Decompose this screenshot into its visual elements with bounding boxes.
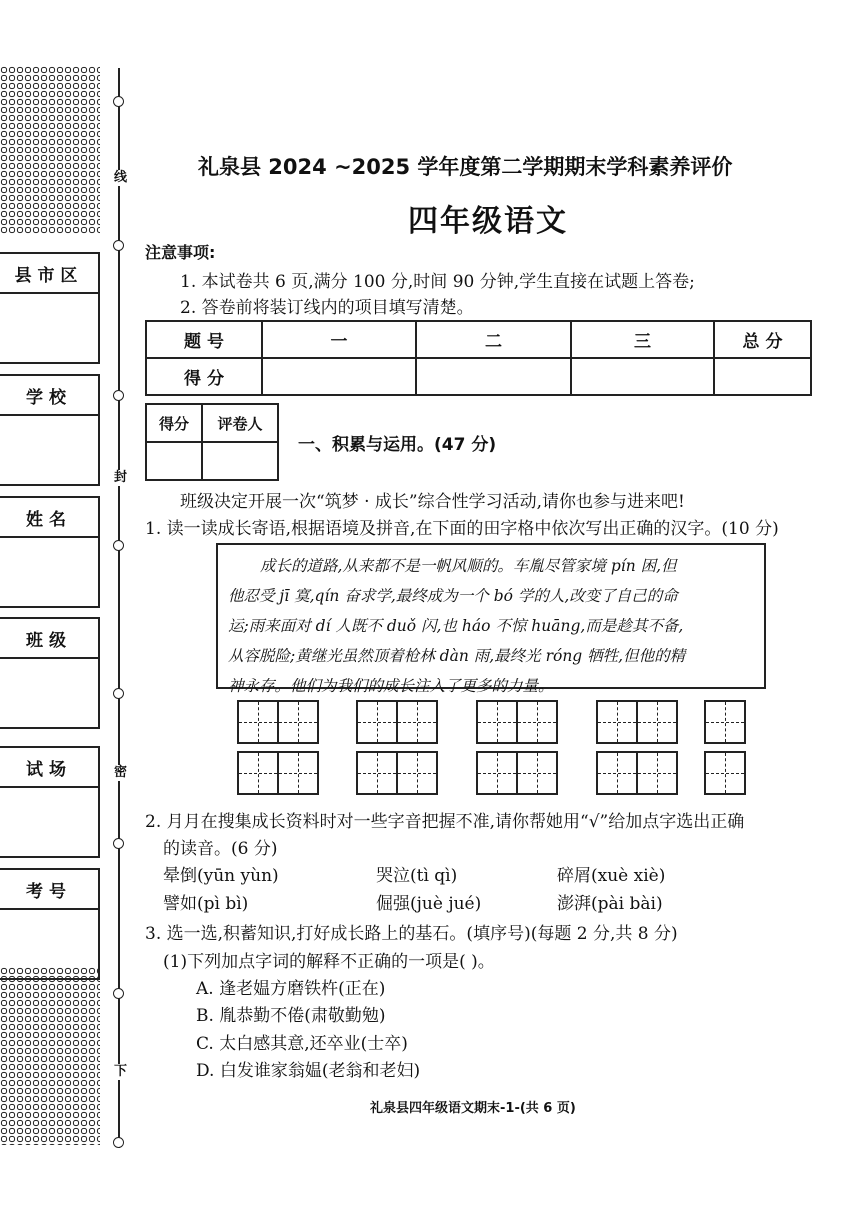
passage-line: 成长的道路,从来都不是一帆风顺的。车胤尽管家境 pín 困,但 <box>260 557 677 575</box>
q1-stem: 1. 读一读成长寄语,根据语境及拼音,在下面的田字格中依次写出正确的汉字。(10 分) <box>145 519 779 539</box>
score-cell[interactable] <box>714 358 811 395</box>
answer-grid-pair <box>476 751 558 795</box>
side-mark-feng: 封 <box>114 470 128 485</box>
answer-grid-pair <box>596 700 678 744</box>
col-section-3: 三 <box>571 321 714 358</box>
grader-cell[interactable] <box>202 442 278 480</box>
q2-item[interactable]: 哭泣(tì qì) <box>376 866 458 886</box>
field-name[interactable] <box>0 496 100 608</box>
tianzi-cell[interactable] <box>277 751 319 795</box>
notice-item: 2. 答卷前将装订线内的项目填写清楚。 <box>180 298 474 318</box>
binding-hole <box>113 988 124 999</box>
tianzi-cell[interactable] <box>516 700 558 744</box>
exam-subject: 四年级语文 <box>408 204 568 239</box>
answer-grid-pair <box>237 751 319 795</box>
tianzi-cell[interactable] <box>277 700 319 744</box>
field-class[interactable] <box>0 617 100 729</box>
passage-line: 神永存。他们为我们的成长注入了更多的力量。 <box>228 677 554 695</box>
field-label: 班 级 <box>0 619 98 659</box>
answer-grid-pair <box>237 700 319 744</box>
q3-option-b[interactable]: B. 胤恭勤不倦(肃敬勤勉) <box>196 1006 386 1026</box>
notice-item: 1. 本试卷共 6 页,满分 100 分,时间 90 分钟,学生直接在试题上答卷; <box>180 272 695 292</box>
binding-line <box>118 68 120 1148</box>
q2-item[interactable]: 晕倒(yūn yùn) <box>163 866 279 886</box>
tianzi-cell[interactable] <box>396 700 438 744</box>
score-cell[interactable] <box>262 358 416 395</box>
col-section-2: 二 <box>416 321 571 358</box>
exam-title: 礼泉县 2024 ~2025 学年度第二学期期末学科素养评价 <box>198 155 733 179</box>
binding-hole <box>113 240 124 251</box>
notice-heading: 注意事项: <box>145 243 216 262</box>
score-cell[interactable] <box>416 358 571 395</box>
tianzi-cell[interactable] <box>636 751 678 795</box>
passage-line: 他忍受 jī 寞,qín 奋求学,最终成为一个 bó 学的人,改变了自己的命 <box>228 587 678 605</box>
field-exam-room[interactable] <box>0 746 100 858</box>
q2-item[interactable]: 倔强(juè jué) <box>376 894 482 914</box>
tianzi-cell[interactable] <box>636 700 678 744</box>
q2-stem-cont: 的读音。(6 分) <box>163 839 278 859</box>
answer-grid-pair <box>596 751 678 795</box>
tianzi-cell[interactable] <box>237 751 279 795</box>
passage-line: 从容脱险;黄继光虽然顶着枪林 dàn 雨,最终光 róng 牺牲,但他的精 <box>228 647 686 665</box>
q1-passage <box>216 543 766 695</box>
col-section-1: 一 <box>262 321 416 358</box>
q3-option-d[interactable]: D. 白发谁家翁媪(老翁和老妇) <box>196 1061 421 1081</box>
field-label: 学 校 <box>0 376 98 416</box>
grader-cell[interactable] <box>146 442 202 480</box>
tianzi-cell[interactable] <box>356 751 398 795</box>
tianzi-cell[interactable] <box>396 751 438 795</box>
q2-item[interactable]: 澎湃(pài bài) <box>557 894 663 914</box>
q2-item[interactable]: 譬如(pì bì) <box>163 894 249 914</box>
tianzi-cell[interactable] <box>596 700 638 744</box>
binding-hole <box>113 838 124 849</box>
page-footer: 礼泉县四年级语文期末-1-(共 6 页) <box>370 1101 576 1116</box>
side-mark-xia: 下 <box>114 1064 128 1079</box>
section-1-title: 一、积累与运用。(47 分) <box>298 435 497 455</box>
field-school[interactable] <box>0 374 100 486</box>
tianzi-cell[interactable] <box>476 751 518 795</box>
field-label: 试 场 <box>0 748 98 788</box>
binding-hole <box>113 688 124 699</box>
side-mark-mi: 密 <box>114 765 128 780</box>
col-total: 总 分 <box>714 321 811 358</box>
row-label-question: 题 号 <box>146 321 262 358</box>
binding-hole <box>113 390 124 401</box>
side-mark-xian: 线 <box>114 170 128 185</box>
q3-option-c[interactable]: C. 太白感其意,还卒业(士卒) <box>196 1034 408 1054</box>
tianzi-cell[interactable] <box>704 700 746 744</box>
q2-stem: 2. 月月在搜集成长资料时对一些字音把握不准,请你帮她用“√”给加点字选出正确 <box>145 812 745 832</box>
tianzi-cell[interactable] <box>356 700 398 744</box>
tianzi-cell[interactable] <box>516 751 558 795</box>
row-label-score: 得 分 <box>146 358 262 395</box>
tianzi-cell[interactable] <box>476 700 518 744</box>
section-1-intro: 班级决定开展一次“筑梦 · 成长”综合性学习活动,请你也参与进来吧! <box>180 492 685 512</box>
score-cell[interactable] <box>571 358 714 395</box>
q3-stem: 3. 选一选,积蓄知识,打好成长路上的基石。(填序号)(每题 2 分,共 8 分) <box>145 924 678 944</box>
field-label: 县 市 区 <box>0 254 98 294</box>
binding-dots-top <box>0 66 100 234</box>
binding-hole <box>113 1137 124 1148</box>
answer-grid-pair <box>356 751 438 795</box>
binding-dots-bottom <box>0 967 100 1145</box>
grader-label-score: 得分 <box>146 404 202 442</box>
passage-line: 运;雨来面对 dí 人既不 duǒ 闪,也 háo 不惊 huāng,而是趁其不备, <box>228 617 684 635</box>
q2-item[interactable]: 碎屑(xuè xiè) <box>557 866 666 886</box>
grader-label-marker: 评卷人 <box>202 404 278 442</box>
q3-sub: (1)下列加点字词的解释不正确的一项是( )。 <box>163 952 495 972</box>
field-label: 考 号 <box>0 870 98 910</box>
grader-table <box>145 403 279 481</box>
answer-grid-pair <box>704 751 746 795</box>
field-exam-number[interactable] <box>0 868 100 980</box>
field-county[interactable] <box>0 252 100 364</box>
answer-grid-pair <box>476 700 558 744</box>
tianzi-cell[interactable] <box>596 751 638 795</box>
answer-grid-pair <box>356 700 438 744</box>
q3-option-a[interactable]: A. 逢老媪方磨铁杵(正在) <box>196 979 386 999</box>
binding-hole <box>113 96 124 107</box>
score-table <box>145 320 812 396</box>
tianzi-cell[interactable] <box>704 751 746 795</box>
answer-grid-pair <box>704 700 746 744</box>
tianzi-cell[interactable] <box>237 700 279 744</box>
binding-hole <box>113 540 124 551</box>
field-label: 姓 名 <box>0 498 98 538</box>
